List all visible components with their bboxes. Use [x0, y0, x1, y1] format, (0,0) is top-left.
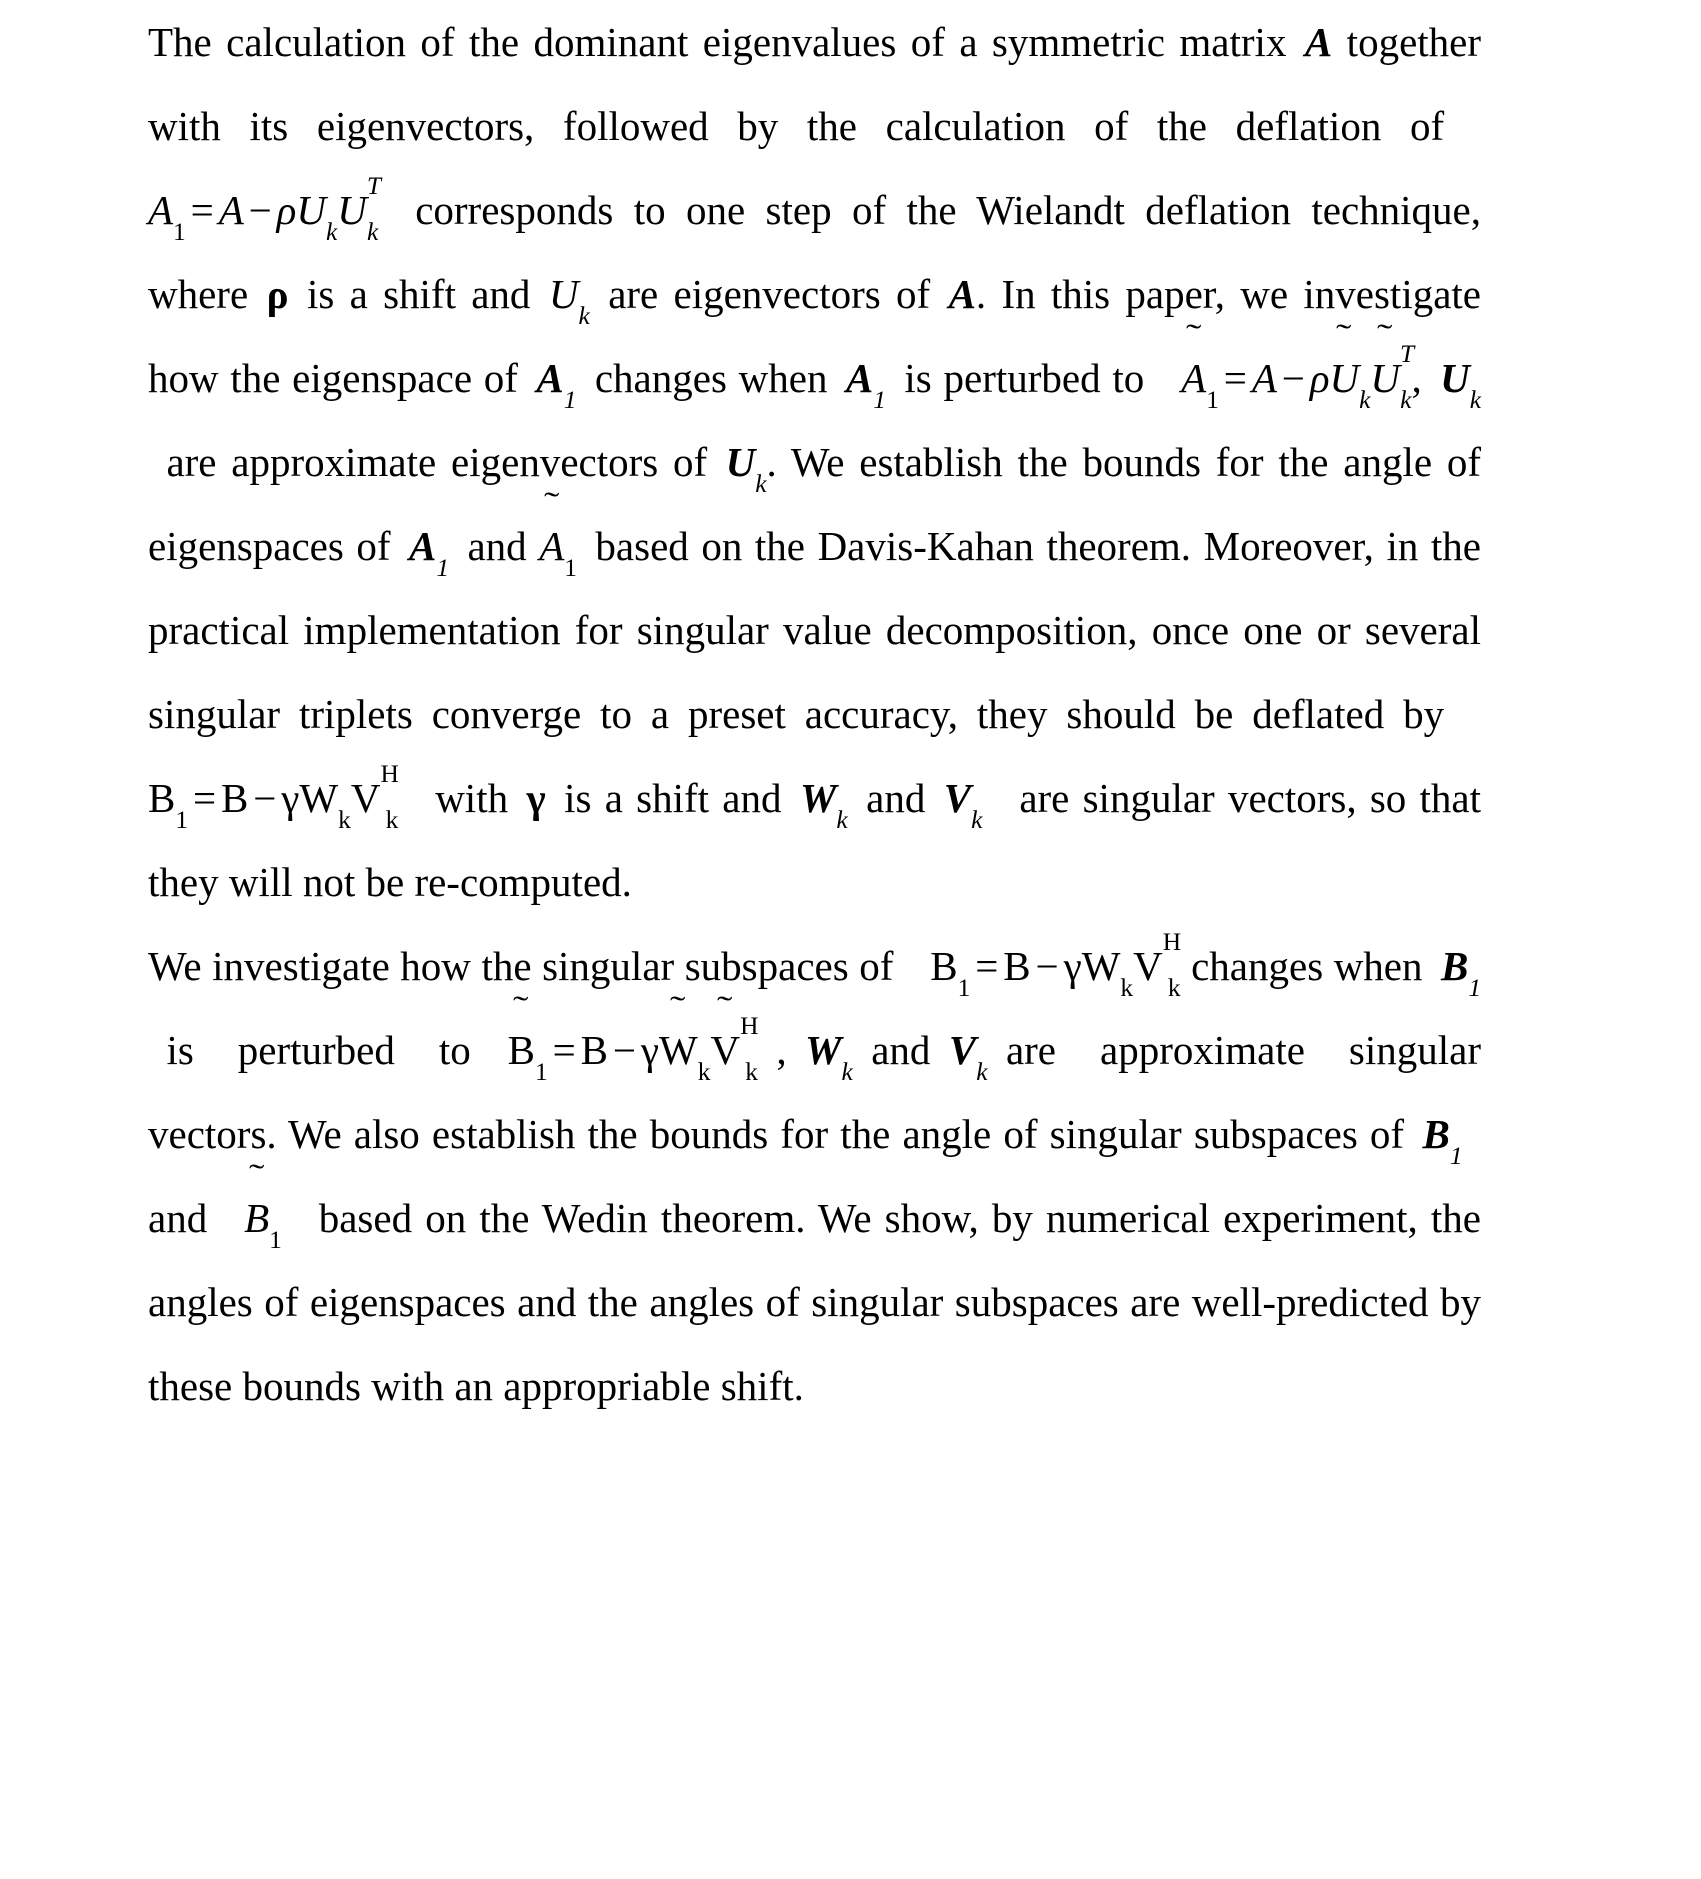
p1-text-run-1: The calculation of the dominant eigenvalues of a symmetric matrix [148, 19, 1287, 65]
math-symbol-gamma: γ [281, 775, 300, 821]
tilde-accent-icon: ˜ [248, 1158, 265, 1194]
math-superscript-T: T [366, 171, 381, 200]
math-symbol-A: A [536, 355, 564, 401]
p2-text-run-3: is perturbed to [166, 1027, 471, 1073]
math-subscript-1: 1 [269, 1226, 282, 1255]
math-operator-minus: − [248, 187, 272, 233]
math-symbol-gamma: γ [640, 1027, 660, 1073]
p2-text-run-5: are [1005, 1027, 1057, 1073]
p2-text-run-2: changes when [1191, 943, 1423, 989]
math-subscript-1: 1 [175, 806, 189, 835]
p1-text-run-23: and [866, 775, 926, 821]
math-subscript-k: k [338, 806, 351, 835]
math-symbol-V-tilde [710, 990, 741, 1092]
abstract-paragraph-2 [148, 924, 1481, 1428]
p1-text-run-6: is a shift and [307, 271, 531, 317]
math-symbol-A: A [539, 523, 565, 569]
p1-text-run-7: are eigenvectors of [608, 271, 931, 317]
math-symbol-U: U [1370, 355, 1400, 401]
math-var-A1-bold [408, 523, 450, 583]
p1-text-run-20: by [1403, 691, 1445, 737]
math-symbol-U: U [1440, 355, 1470, 401]
math-symbol-A: A [148, 187, 174, 233]
math-symbol-B-tilde [244, 1158, 270, 1260]
math-subscript-1: 1 [1449, 1142, 1463, 1171]
math-symbol-B: B [221, 775, 249, 821]
math-superscript-H: H [380, 759, 399, 788]
math-comma: , [1411, 355, 1422, 401]
math-subscript-k: k [1120, 974, 1134, 1003]
equation-B1-deflation-2 [930, 927, 1182, 1003]
math-symbol-gamma: γ [1063, 943, 1082, 989]
math-symbol-U: U [1329, 355, 1360, 401]
equation-A1-tilde-deflation [1181, 318, 1422, 415]
p1-text-run-21: with [435, 775, 509, 821]
math-subscript-k: k [971, 806, 983, 835]
math-symbol-A: A [1304, 19, 1333, 65]
math-symbol-W: W [1081, 943, 1121, 989]
math-var-Uk [548, 271, 590, 331]
math-var-A1-bold [536, 355, 577, 415]
math-operator-equals: = [1223, 355, 1247, 401]
p2-text-run-8: and [148, 1195, 208, 1241]
p2-text-run-10: We show, by numerical experiment, the angles of eigenspaces and the [148, 1195, 1481, 1325]
math-subscript-k: k [1359, 386, 1371, 415]
p2-text-run-6: approximate singular vectors. We also establish the bounds for the [148, 1027, 1481, 1157]
math-var-Vk-bold [948, 1027, 988, 1087]
math-subscript-1: 1 [957, 974, 971, 1003]
math-operator-minus: − [1281, 355, 1305, 401]
math-subscript-k: k [836, 806, 848, 835]
math-var-B1-bold [1440, 943, 1482, 1003]
math-symbol-rho: ρ [276, 187, 297, 233]
math-operator-equals: = [552, 1027, 576, 1073]
math-subscript-1: 1 [173, 218, 186, 247]
tilde-accent-icon: ˜ [670, 990, 686, 1026]
math-symbol-B: B [930, 943, 958, 989]
math-subscript-k: k [1400, 386, 1412, 415]
math-subscript-1: 1 [1206, 386, 1219, 415]
math-subscript-k: k [578, 302, 590, 331]
math-subscript-k: k [976, 1058, 988, 1087]
math-var-A1-bold [845, 355, 886, 415]
math-operator-minus: − [1035, 943, 1059, 989]
equation-A1-deflation [148, 171, 381, 247]
math-subscript-k: k [325, 218, 338, 247]
p1-text-run-12: perturbed to [943, 355, 1145, 401]
math-symbol-rho: ρ [1309, 355, 1330, 401]
math-symbol-B-tilde [507, 990, 535, 1092]
math-operator-equals: = [192, 775, 217, 821]
abstract-paragraph-1 [148, 0, 1481, 924]
equation-B1-deflation [148, 759, 399, 835]
math-var-Uk-bold [1440, 355, 1482, 415]
math-subscript-k: k [1167, 974, 1181, 1003]
p1-text-run-9: this paper, we investigate how the eigenspace of [148, 271, 1481, 401]
math-superscript-H: H [740, 1011, 759, 1040]
math-subscript-k: k [745, 1058, 758, 1087]
equation-B1-tilde-deflation [507, 990, 787, 1087]
p2-text-run-7: angle of singular subspaces of [902, 1111, 1405, 1157]
math-symbol-A: A [1181, 355, 1207, 401]
math-symbol-B: B [148, 775, 176, 821]
p1-text-run-10: changes when [594, 355, 828, 401]
tilde-accent-icon: ˜ [1336, 318, 1352, 354]
math-symbol-V: V [1133, 943, 1163, 989]
math-symbol-B: B [1422, 1111, 1450, 1157]
math-symbol-A-tilde [1181, 318, 1207, 420]
math-symbol-gamma-bold: γ [526, 775, 546, 821]
tilde-accent-icon: ˜ [1377, 318, 1393, 354]
math-symbol-V: V [948, 1027, 977, 1073]
math-subscript-k: k [1469, 386, 1482, 415]
math-var-Uk-bold [725, 439, 767, 499]
math-symbol-V: V [710, 1027, 741, 1073]
p1-text-run-19: singular triplets converge to a preset accuracy, they should be deflated [148, 691, 1385, 737]
p1-text-run-24: are singular [1019, 775, 1215, 821]
math-symbol-rho-bold: ρ [266, 271, 289, 317]
math-symbol-B: B [580, 1027, 608, 1073]
math-symbol-V: V [350, 775, 381, 821]
p1-text-run-22: is a shift and [564, 775, 782, 821]
math-symbol-W: W [299, 775, 339, 821]
math-symbol-A-tilde [539, 486, 565, 588]
math-subscript-1: 1 [436, 554, 450, 583]
math-subscript-1: 1 [873, 386, 886, 415]
math-comma: , [776, 1027, 787, 1073]
math-operator-minus: − [612, 1027, 637, 1073]
p1-text-run-11: is [904, 355, 932, 401]
math-symbol-B: B [1440, 943, 1469, 989]
p1-text-run-15: We establish the bounds for the angle of eigenspaces of [148, 439, 1481, 569]
tilde-accent-icon: ˜ [543, 486, 560, 522]
math-symbol-A: A [218, 187, 244, 233]
math-subscript-1: 1 [534, 1058, 548, 1087]
p1-text-run-4: corresponds to one step of the Wielandt [415, 187, 1125, 233]
tilde-accent-icon: ˜ [1185, 318, 1202, 354]
p2-text-run-11: angles of singular subspaces are well-predicted by these bounds with [148, 1279, 1482, 1409]
p1-text-run-5: deflation technique, where [148, 187, 1481, 317]
math-superscript-H: H [1162, 927, 1182, 956]
math-subscript-k: k [367, 218, 379, 247]
p1-text-run-25: vectors, so that they will not be re-computed. [148, 775, 1482, 905]
p1-text-run-2: together with its eigenvectors, followed by the calculation of the [148, 19, 1482, 149]
math-symbol-A: A [948, 271, 976, 317]
math-var-B1-bold [1422, 1111, 1463, 1171]
math-symbol-U: U [337, 187, 367, 233]
abstract-text-block [148, 0, 1481, 1428]
p1-text-run-13: are approximate eigenvectors of [166, 439, 708, 485]
math-operator-minus: − [253, 775, 277, 821]
math-symbol-A: A [408, 523, 437, 569]
math-symbol-U-tilde [1329, 318, 1360, 420]
math-subscript-1: 1 [1468, 974, 1482, 1003]
math-var-Vk-bold [943, 775, 983, 835]
p2-text-run-12: an appropriable shift. [454, 1363, 804, 1409]
math-symbol-B: B [507, 1027, 535, 1073]
math-symbol-B: B [244, 1195, 270, 1241]
p2-text-run-4: and [871, 1027, 931, 1073]
tilde-accent-icon: ˜ [717, 990, 733, 1026]
math-subscript-k: k [841, 1058, 853, 1087]
math-operator-equals: = [975, 943, 999, 989]
math-symbol-W: W [805, 1027, 842, 1073]
math-superscript-T: T [1400, 339, 1415, 368]
p1-text-run-3: deflation of [1235, 103, 1445, 149]
p2-text-run-9: based on the Wedin theorem. [318, 1195, 806, 1241]
p1-text-run-14: . [766, 439, 777, 485]
math-symbol-U: U [548, 271, 579, 317]
p1-text-run-16: and [467, 523, 527, 569]
math-subscript-1: 1 [563, 386, 577, 415]
math-symbol-W: W [659, 1027, 698, 1073]
p1-text-run-8: . In [975, 271, 1036, 317]
math-symbol-U: U [725, 439, 756, 485]
math-symbol-A: A [845, 355, 874, 401]
math-symbol-B: B [1003, 943, 1031, 989]
math-subscript-k: k [385, 806, 399, 835]
math-subscript-1: 1 [564, 554, 577, 583]
math-symbol-W-tilde [659, 990, 698, 1092]
math-symbol-U-tilde [1370, 318, 1400, 420]
math-symbol-U: U [296, 187, 326, 233]
math-subscript-k: k [697, 1058, 711, 1087]
math-symbol-W: W [799, 775, 837, 821]
math-operator-equals: = [190, 187, 214, 233]
math-subscript-k: k [755, 470, 767, 499]
p1-text-run-17: based on the Davis-Kahan theorem. Moreover, in the practical [148, 523, 1481, 653]
p1-text-run-18: implementation for singular value decomposition, once one or several [303, 607, 1481, 653]
math-symbol-V: V [943, 775, 972, 821]
p2-text-run-1: We investigate how the singular subspaces of [148, 943, 894, 989]
math-symbol-A: A [1251, 355, 1277, 401]
math-var-Wk-bold [799, 775, 848, 835]
tilde-accent-icon: ˜ [513, 990, 529, 1026]
math-var-Wk-bold [805, 1027, 853, 1087]
